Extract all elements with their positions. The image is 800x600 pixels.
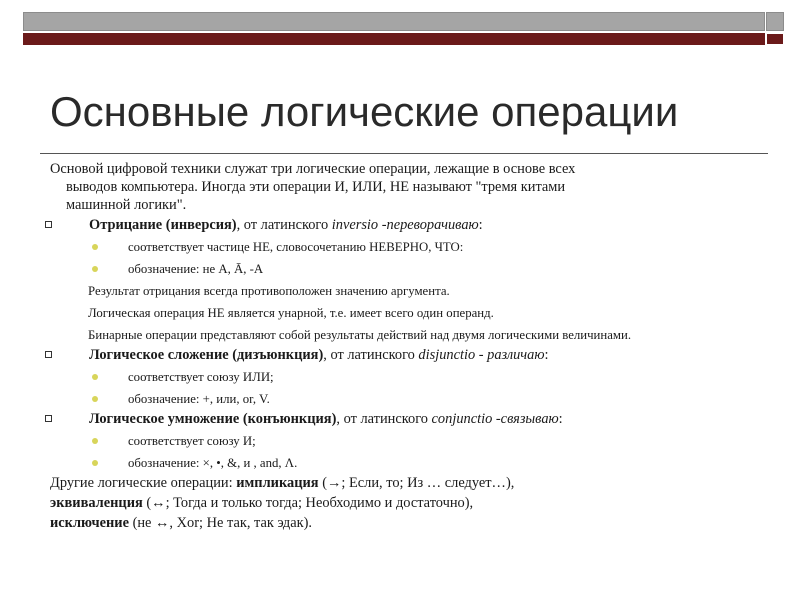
negation-sub-2 [40,260,780,278]
conjunction-term: Логическое умножение (конъюнкция) [89,411,337,427]
other-ops-line-3 [40,514,780,532]
hollow-square-bullet-icon [45,221,52,228]
negation-sub-1 [40,238,780,256]
intro-paragraph [40,160,780,214]
exclusion-desc: (не ↔, Xor; Не так, так эдак). [128,515,312,531]
negation-end: : [478,217,483,233]
disjunction-sub-2 [40,390,780,408]
disjunction-sub-1-text: соответствует союзу ИЛИ; [128,370,274,384]
negation-note-3: Бинарные операции представляют собой результаты действий над двумя логическими величинами. [88,328,632,342]
hollow-square-bullet-icon [45,351,52,358]
other-ops-line-2 [40,494,780,512]
slide-title: Основные логические операции [50,88,679,135]
yellow-dot-bullet-icon [92,266,98,272]
yellow-dot-bullet-icon [92,374,98,380]
conjunction-sub-2-text: обозначение: ×, •, &, и , and, Λ. [128,456,298,470]
conjunction-mid: , от латинского [336,411,432,427]
conjunction-end: : [558,411,563,427]
conjunction-latin: conjunctio -связываю [431,411,559,427]
header-red-bar [23,33,765,45]
negation-sub-2-text: обозначение: не А, Ā, -А [128,262,264,276]
slide-body [40,160,780,532]
disjunction-term: Логическое сложение (дизъюнкция) [89,347,324,363]
yellow-dot-bullet-icon [92,396,98,402]
corner-outline-square [766,33,784,45]
disjunction-end: : [544,347,549,363]
implication-desc: (→; Если, то; Из … следует…), [318,475,515,491]
yellow-dot-bullet-icon [92,460,98,466]
negation-note-2: Логическая операция НЕ является унарной, т.е. имеет всего один операнд. [88,306,494,320]
header-gray-bar [23,12,765,31]
intro-line-2: выводов компьютера. Иногда эти операции И, ИЛИ, НЕ называют "тремя китами [66,179,566,195]
conjunction-sub-1-text: соответствует союзу И; [128,434,256,448]
negation-term: Отрицание (инверсия) [89,217,237,233]
disjunction-latin: disjunctio - различаю [418,347,545,363]
conjunction-item [40,410,780,428]
intro-line-1: Основой цифровой техники служат три логические операции, лежащие в основе всех [50,161,576,177]
disjunction-sub-1 [40,368,780,386]
equivalence-term: эквиваленция [50,495,143,511]
negation-item [40,216,780,234]
disjunction-sub-2-text: обозначение: +, или, or, V. [128,392,270,406]
corner-gray-square [766,12,784,31]
negation-sub-1-text: соответствует частице НЕ, словосочетанию НЕВЕРНО, ЧТО: [128,240,464,254]
yellow-dot-bullet-icon [92,244,98,250]
other-ops-prefix: Другие логические операции: [50,475,237,491]
implication-term: импликация [236,475,319,491]
conjunction-sub-1 [40,432,780,450]
disjunction-mid: , от латинского [323,347,419,363]
exclusion-term: исключение [50,515,129,531]
disjunction-item [40,346,780,364]
hollow-square-bullet-icon [45,415,52,422]
negation-note-1: Результат отрицания всегда противоположен значению аргумента. [88,284,450,298]
title-underline [40,153,768,154]
yellow-dot-bullet-icon [92,438,98,444]
intro-line-3: машинной логики". [66,197,187,213]
negation-mid: , от латинского [236,217,332,233]
other-ops-line-1 [40,474,780,492]
conjunction-sub-2 [40,454,780,472]
equivalence-desc: (↔; Тогда и только тогда; Необходимо и достаточно), [142,495,474,511]
negation-latin: inversio -переворачиваю [331,217,479,233]
